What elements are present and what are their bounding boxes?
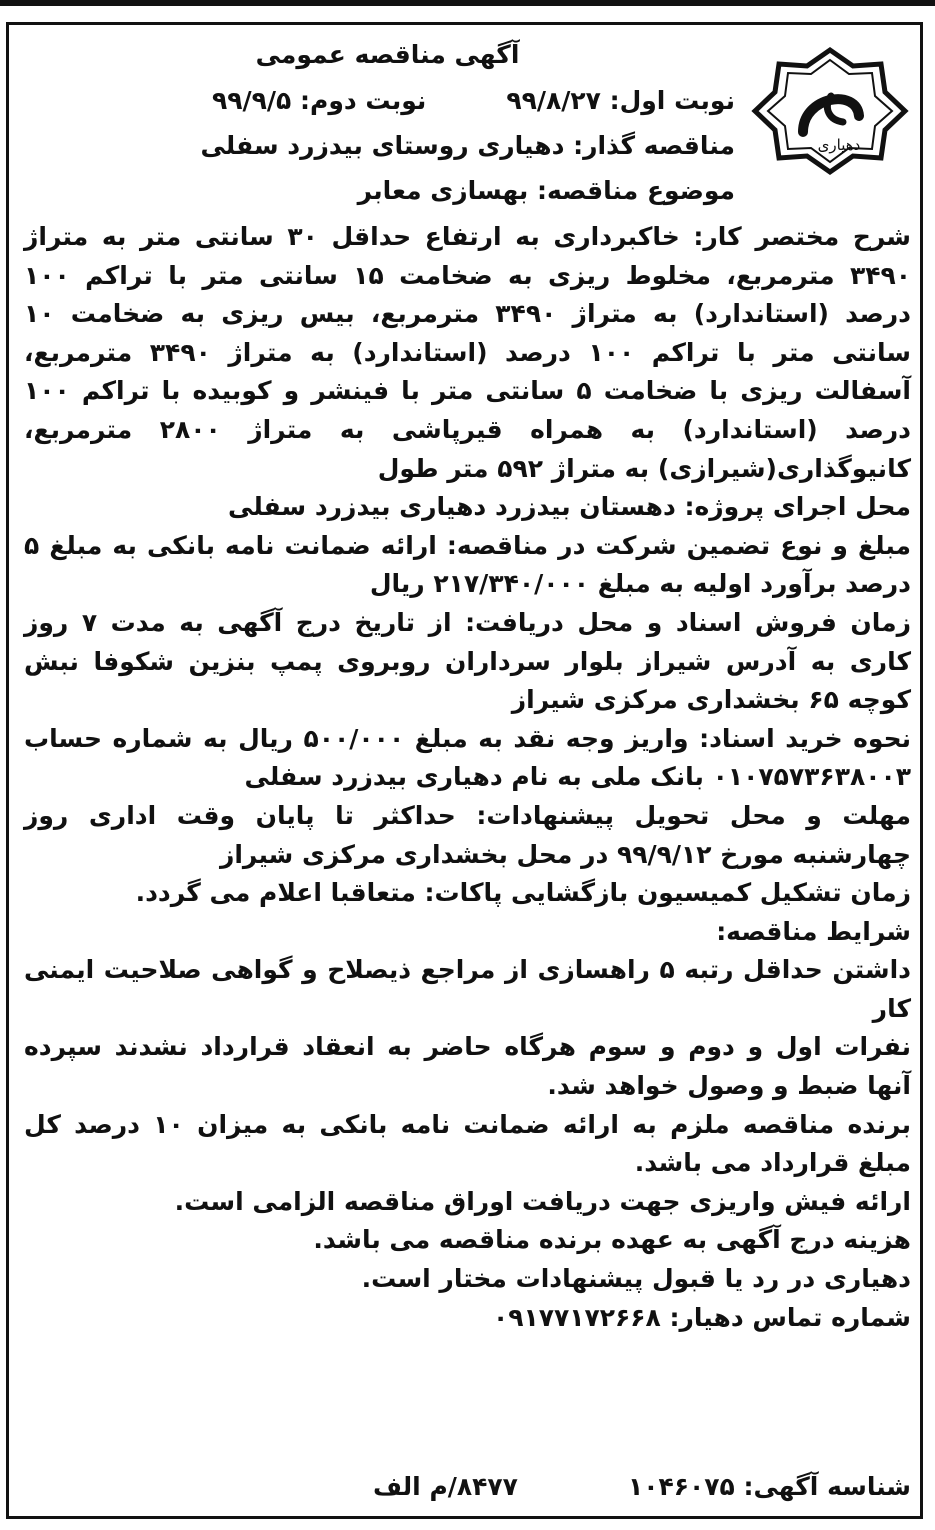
tenderer: مناقصه گذار: دهیاری روستای بیدزرد سفلی [200, 131, 735, 160]
tender-subject: موضوع مناقصه: بهسازی معابر [357, 176, 735, 205]
notice-code: ۸۴۷۷/م الف [373, 1472, 518, 1501]
logo-caption: دهیاری [817, 136, 861, 154]
condition-item: داشتن حداقل رتبه ۵ راهسازی از مراجع ذیصلاح و گواهی صلاحیت ایمنی کار [24, 955, 911, 1023]
opening-info: زمان تشکیل کمیسیون بازگشایی پاکات: متعاقبا اعلام می گردد. [135, 878, 911, 908]
work-description: شرح مختصر کار: خاکبرداری به ارتفاع حداقل ۳۰ سانتی متر به متراژ ۳۴۹۰ مترمربع، مخلوط ریزی به ضخامت ۱۵ سانتی متر با تراکم ۱۰۰ درصد (استاندارد) به متراژ ۳۴۹۰ مترمربع، بیس ریزی به ضخامت ۱۰ سانتی متر با تراکم ۱۰۰ درصد (استاندارد) به متراژ ۳۴۹۰ مترمربع، آسفالت ریزی با ضخامت ۵ سانتی متر با فینشر و کوبیده با تراکم ۱۰۰ درصد (استاندارد) به همراه قیرپاشی به متراژ ۲۸۰۰ مترمربع، کانیوگذاری(شیرازی) به متراژ ۵۹۲ متر طول [24, 222, 911, 483]
first-round: نوبت اول: ۹۹/۸/۲۷ [506, 86, 735, 115]
top-rule [0, 0, 935, 6]
notice-title: آگهی مناقصه عمومی [255, 40, 520, 69]
second-round: نوبت دوم: ۹۹/۹/۵ [212, 86, 427, 115]
notice-body [24, 218, 911, 1337]
documents-sale-info: زمان فروش اسناد و محل دریافت: از تاریخ درج آگهی به مدت ۷ روز کاری به آدرس شیراز بلوار سرداران روبروی پمپ بنزین شکوفا نبش کوچه ۶۵ بخشداری مرکزی شیراز [24, 607, 911, 715]
rounds-line [212, 86, 735, 115]
contact-info: شماره تماس دهیار: ۰۹۱۷۷۱۷۲۶۶۸ [492, 1302, 911, 1332]
condition-item: ارائه فیش واریزی جهت دریافت اوراق مناقصه الزامی است. [174, 1186, 911, 1216]
project-location: محل اجرای پروژه: دهستان بیدزرد دهیاری بیدزرد سفلی [228, 492, 911, 522]
condition-item: هزینه درج آگهی به عهده برنده مناقصه می باشد. [313, 1225, 911, 1255]
deadline-info: مهلت و محل تحویل پیشنهادات: حداکثر تا پایان وقت اداری روز چهارشنبه مورخ ۹۹/۹/۱۲ در محل بخشداری مرکزی شیراز [24, 800, 911, 869]
condition-item: برنده مناقصه ملزم به ارائه ضمانت نامه بانکی به میزان ۱۰ درصد کل مبلغ قرارداد می باشد. [24, 1109, 911, 1178]
guarantee-info: مبلغ و نوع تضمین شرکت در مناقصه: ارائه ضمانت نامه بانکی به مبلغ ۵ درصد برآورد اولیه به مبلغ ۲۱۷/۳۴۰/۰۰۰ ریال [24, 530, 911, 599]
condition-item: دهیاری در رد یا قبول پیشنهادات مختار است. [361, 1264, 911, 1294]
condition-item: نفرات اول و دوم و سوم هرگاه حاضر به انعقاد قرارداد نشدند سپرده آنها ضبط و وصول خواهد شد. [24, 1032, 911, 1101]
conditions-heading: شرایط مناقصه: [716, 916, 911, 946]
footer-line [373, 1472, 911, 1501]
purchase-method-info: نحوه خرید اسناد: واریز وجه نقد به مبلغ ۵۰۰/۰۰۰ ریال به شماره حساب ۰۱۰۷۵۷۳۶۳۸۰۰۳ بانک ملی به نام دهیاری بیدزرد سفلی [24, 723, 911, 792]
notice-id: شناسه آگهی: ۱۰۴۶۰۷۵ [627, 1472, 911, 1501]
